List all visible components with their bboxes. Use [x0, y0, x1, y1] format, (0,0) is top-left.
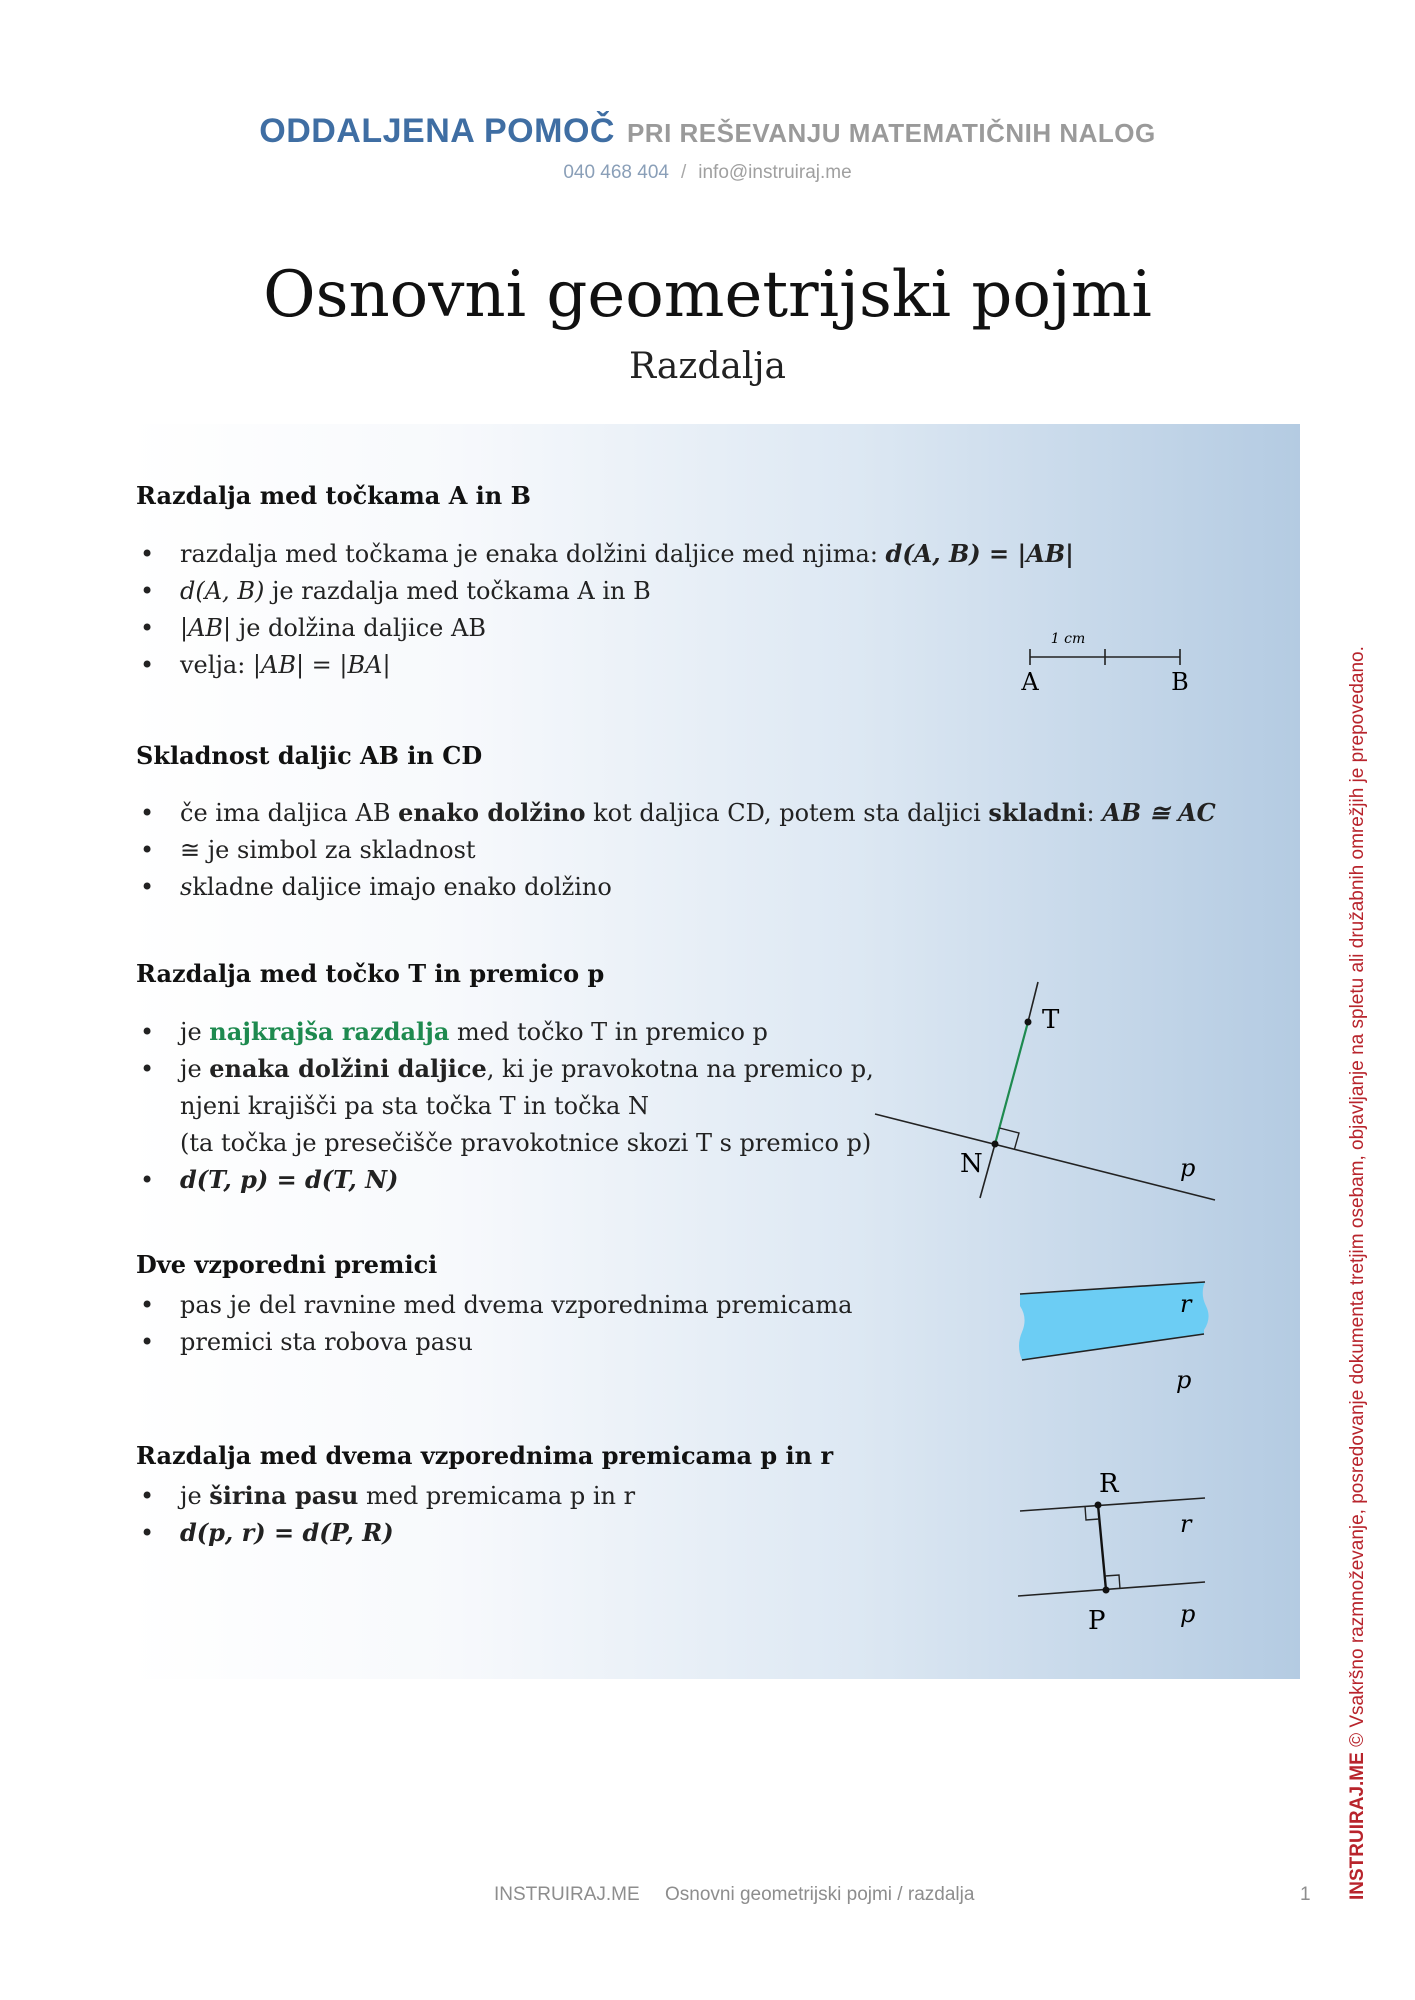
point-t-label: T [1042, 1005, 1060, 1035]
section-heading-congruence: Skladnost daljic AB in CD [136, 741, 483, 770]
page-title: Osnovni geometrijski pojmi [263, 258, 1152, 332]
line-r-label: r [1180, 1290, 1192, 1318]
bullet-band-definition: • pas je del ravnine med dvema vzporednima premicama [140, 1291, 853, 1319]
line-p [875, 1114, 1215, 1200]
point-b-label: B [1171, 668, 1189, 696]
section-heading-distance-parallels: Razdalja med dvema vzporednima premicama p in r [136, 1441, 834, 1470]
bullet-formula-tp: • d(T, p) = d(T, N) [140, 1165, 399, 1194]
point-p-label: P [1088, 1606, 1106, 1636]
section-heading-parallel-lines: Dve vzporedni premici [136, 1250, 438, 1279]
bullet-d-notation: • d(A, B) je razdalja med točkama A in B [140, 577, 651, 605]
figure-point-line [860, 970, 1220, 1210]
bullet-band-width: • je širina pasu med premicama p in r [140, 1481, 636, 1510]
bullet-shortest-distance: • je najkrajša razdalja med točko T in premico p [140, 1017, 768, 1046]
notice-text: © Vsakršno razmnoževanje, posredovanje dokumenta tretjim osebam, objavljanje na spletu ali družabnih omrežjih je prepovedano. [1347, 646, 1368, 1753]
contact-phone[interactable]: 040 468 404 [563, 162, 669, 183]
contact-separator: / [680, 162, 687, 183]
formula-d-tp: d(T, p) = d(T, N) [180, 1165, 399, 1194]
bullet-continuation-endpoints: njeni krajišči pa sta točka T in točka N [180, 1092, 649, 1120]
header-contact [0, 162, 1415, 184]
bullet-congruence-symbol: • ≅ je simbol za skladnost [140, 836, 476, 864]
perpendicular-upper [1028, 982, 1038, 1022]
formula-congruence: AB ≅ AC [1102, 798, 1216, 827]
footer-page-number: 1 [1300, 1884, 1311, 1905]
line-p [1018, 1582, 1205, 1596]
bullet-congruent-equal-length: • skladne daljice imajo enako dolžino [140, 873, 612, 901]
bullet-perpendicular-segment: • je enaka dolžini daljice, ki je pravokotna na premico p, [140, 1054, 874, 1083]
section-heading-point-line: Razdalja med točko T in premico p [136, 959, 605, 988]
distance-segment-pr [1098, 1505, 1106, 1590]
page-subtitle: Razdalja [628, 346, 786, 387]
line-r [1020, 1498, 1205, 1511]
figure-segment-ab [1000, 620, 1220, 700]
distance-segment-tn [995, 1022, 1028, 1144]
bullet-length-notation: • |AB| je dolžina daljice AB [140, 614, 486, 642]
line-p-label: p [1180, 1154, 1196, 1182]
figure-parallel-distance [1000, 1455, 1220, 1655]
bullet-band-edges: • premici sta robova pasu [140, 1328, 473, 1356]
bullet-continuation-intersection: (ta točka je presečišče pravokotnice skozi T s premico p) [180, 1129, 872, 1157]
footer-brand[interactable]: INSTRUIRAJ.ME [494, 1884, 640, 1905]
formula-d-pr: d(p, r) = d(P, R) [180, 1518, 394, 1547]
point-n-label: N [960, 1149, 983, 1179]
point-t [1025, 1019, 1032, 1026]
bullet-formula-pr: • d(p, r) = d(P, R) [140, 1518, 394, 1547]
brand-tagline: PRI REŠEVANJU MATEMATIČNIH NALOG [626, 118, 1156, 148]
figure-band [1010, 1270, 1220, 1410]
header-brand [0, 112, 1415, 151]
notice-brand: INSTRUIRAJ.ME [1347, 1752, 1368, 1900]
line-p-label: p [1176, 1366, 1192, 1394]
point-r-label: R [1099, 1469, 1119, 1499]
brand-remote-help: ODDALJENA POMOČ [259, 112, 615, 150]
section-heading-distance-points: Razdalja med točkama A in B [136, 481, 531, 510]
bullet-symmetry: • velja: |AB| = |BA| [140, 651, 391, 679]
line-r-label: r [1180, 1510, 1192, 1538]
copyright-notice [1347, 646, 1369, 1900]
footer-doc-title: Osnovni geometrijski pojmi / razdalja [665, 1884, 975, 1905]
bullet-congruence-definition: • če ima daljica AB enako dolžino kot daljica CD, potem sta daljici skladni: AB ≅ AC [140, 798, 1216, 827]
line-p-label: p [1180, 1600, 1196, 1628]
contact-email[interactable]: info@instruiraj.me [698, 162, 852, 183]
point-p [1103, 1587, 1110, 1594]
formula-d-ab: d(A, B) = |AB| [885, 539, 1074, 568]
point-r [1095, 1502, 1102, 1509]
point-n [992, 1141, 999, 1148]
scale-label: 1 cm [1050, 631, 1086, 647]
point-a-label: A [1021, 668, 1039, 696]
bullet-distance-definition: • razdalja med točkama je enaka dolžini daljice med njima: d(A, B) = |AB| [140, 539, 1074, 568]
